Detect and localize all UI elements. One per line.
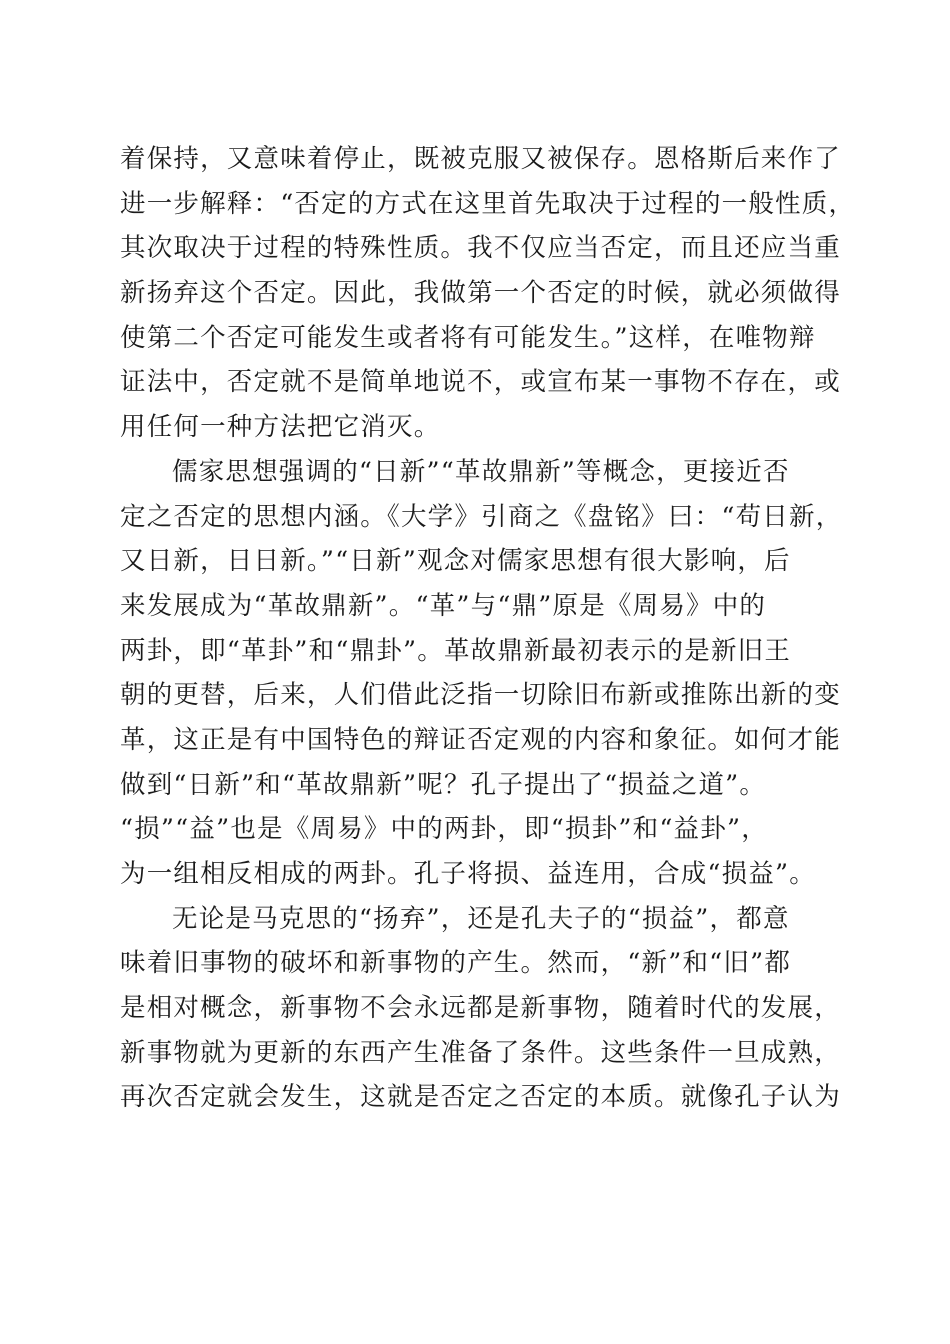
text-line: 新事物就为更新的东西产生准备了条件。这些条件一旦成熟， (120, 1037, 841, 1068)
text-line: 两卦，即“革卦”和“鼎卦”。革故鼎新最初表示的是新旧王 (120, 635, 792, 666)
text-line: 为一组相反相成的两卦。孔子将损、益连用，合成“损益”。 (120, 859, 816, 889)
paragraph-first-line: 儒家思想强调的“日新”“革故鼎新”等概念，更接近否 (172, 456, 790, 487)
text-line: 使第二个否定可能发生或者将有可能发生。”这样，在唯物辩 (120, 322, 816, 353)
text-line: 味着旧事物的破坏和新事物的产生。然而，“新”和“旧”都 (120, 948, 792, 979)
text-line: 定之否定的思想内涵。《大学》引商之《盘铭》曰：“苟日新， (120, 501, 843, 532)
text-line: “损”“益”也是《周易》中的两卦，即“损卦”和“益卦”， (120, 814, 768, 845)
text-line: 再次否定就会发生，这就是否定之否定的本质。就像孔子认为 (120, 1082, 841, 1113)
paragraph-first-line: 无论是马克思的“扬弃”，还是孔夫子的“损益”，都意 (172, 903, 790, 934)
text-line: 是相对概念，新事物不会永远都是新事物，随着时代的发展， (120, 993, 841, 1024)
text-line: 用任何一种方法把它消灭。 (120, 412, 441, 443)
body-text (120, 137, 856, 1120)
text-line: 新扬弃这个否定。因此，我做第一个否定的时候，就必须做得 (120, 278, 841, 309)
text-line: 朝的更替，后来，人们借此泛指一切除旧布新或推陈出新的变 (120, 680, 841, 711)
text-line: 其次取决于过程的特殊性质。我不仅应当否定，而且还应当重 (120, 233, 841, 264)
text-line: 革，这正是有中国特色的辩证否定观的内容和象征。如何才能 (120, 724, 841, 755)
text-line: 来发展成为“革故鼎新”。“革”与“鼎”原是《周易》中的 (120, 590, 767, 621)
text-line: 又日新，日日新。”“日新”观念对儒家思想有很大影响，后 (120, 546, 791, 577)
text-line: 进一步解释：“否定的方式在这里首先取决于过程的一般性质， (120, 188, 856, 219)
text-line: 做到“日新”和“革故鼎新”呢？孔子提出了“损益之道”。 (120, 769, 767, 800)
text-line: 证法中，否定就不是简单地说不，或宣布某一事物不存在，或 (120, 367, 841, 398)
text-line: 着保持，又意味着停止，既被克服又被保存。恩格斯后来作了 (120, 144, 841, 174)
